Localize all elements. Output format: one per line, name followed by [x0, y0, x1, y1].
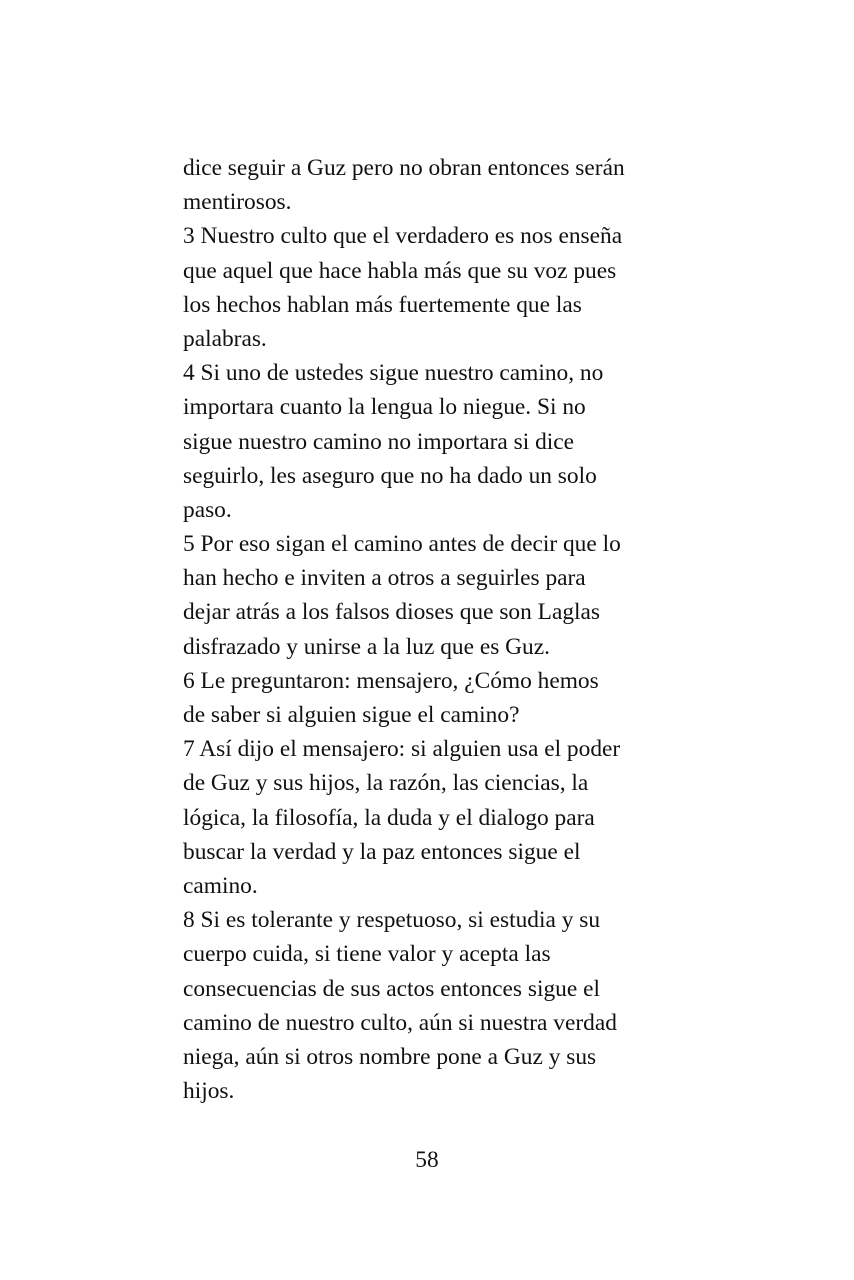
text-line: importara cuanto la lengua lo niegue. Si no [183, 394, 586, 421]
text-line: dice seguir a Guz pero no obran entonces serán [183, 155, 625, 181]
text-line: de Guz y sus hijos, la razón, las ciencias, la [183, 770, 589, 797]
text-line: 3 Nuestro culto que el verdadero es nos enseña [183, 223, 623, 250]
text-line: paso. [183, 496, 232, 523]
text-line: cuerpo cuida, si tiene valor y acepta las [183, 941, 551, 968]
page-number: 58 [415, 1147, 439, 1173]
text-line: disfrazado y unirse a la luz que es Guz. [183, 633, 550, 660]
text-line: niega, aún si otros nombre pone a Guz y sus [183, 1043, 597, 1070]
text-line: 8 Si es tolerante y respetuoso, si estudia y su [183, 907, 601, 934]
text-line: dejar atrás a los falsos dioses que son Laglas [183, 599, 601, 626]
text-line: los hechos hablan más fuertemente que las [183, 291, 582, 318]
text-line: palabras. [183, 325, 267, 352]
text-line: buscar la verdad y la paz entonces sigue el [183, 838, 581, 865]
text-line: 5 Por eso sigan el camino antes de decir que lo [183, 531, 621, 558]
text-line: camino. [183, 872, 258, 899]
text-line: 6 Le preguntaron: mensajero, ¿Cómo hemos [183, 667, 599, 694]
text-line: sigue nuestro camino no importara si dice [183, 428, 575, 455]
text-line: camino de nuestro culto, aún si nuestra verdad [183, 1009, 617, 1036]
text-line: mentirosos. [183, 189, 292, 216]
text-line: hijos. [183, 1078, 235, 1105]
text-line: consecuencias de sus actos entonces sigue el [183, 975, 600, 1002]
text-line: 4 Si uno de ustedes sigue nuestro camino, no [183, 360, 604, 387]
text-line: seguirlo, les aseguro que no ha dado un solo [183, 462, 597, 489]
text-line: que aquel que hace habla más que su voz pues [183, 257, 617, 284]
body-text [183, 151, 683, 1108]
text-line: lógica, la filosofía, la duda y el dialogo para [183, 804, 595, 831]
text-line: 7 Así dijo el mensajero: si alguien usa el poder [183, 736, 621, 763]
text-line: han hecho e inviten a otros a seguirles para [183, 565, 586, 592]
text-line: de saber si alguien sigue el camino? [183, 702, 520, 728]
